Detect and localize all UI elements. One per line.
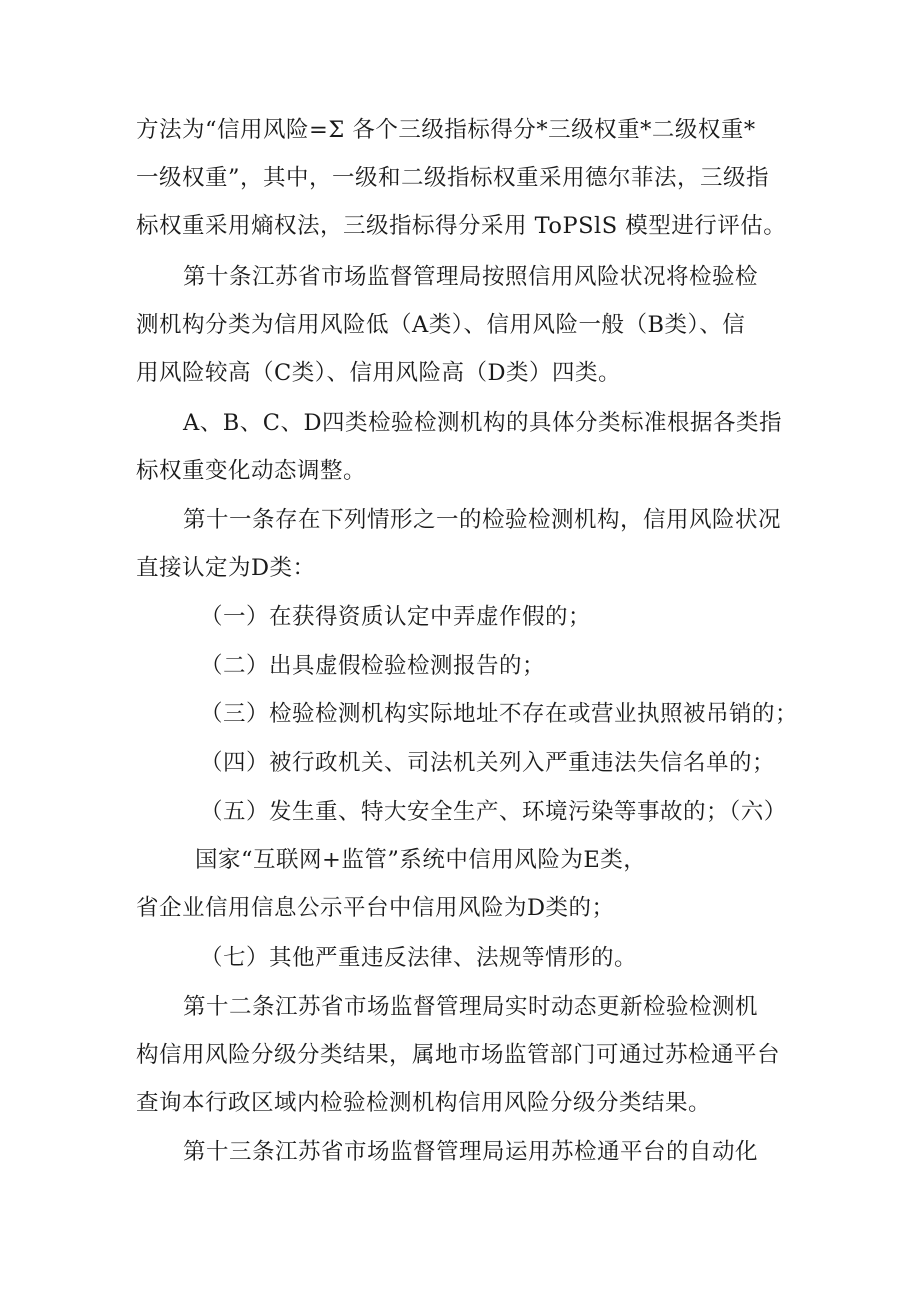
list-item-6: 国家“互联网+监管”系统中信用风险为E类，	[195, 847, 647, 873]
list-item-1: （一）在获得资质认定中弄虚作假的；	[200, 604, 592, 630]
text-line: 方法为“信用风险=Σ 各个三级指标得分*三级权重*二级权重*	[136, 117, 756, 143]
text-line: 直接认定为D类：	[136, 555, 316, 581]
article-11-first-line: 第十一条存在下列情形之一的检验检测机构，信用风险状况	[183, 507, 782, 533]
list-item-7: （七）其他严重违反法律、法规等情形的。	[200, 945, 638, 971]
list-item-4: （四）被行政机关、司法机关列入严重违法失信名单的；	[200, 750, 776, 776]
article-12-first-line: 第十二条江苏省市场监督管理局实时动态更新检验检测机	[183, 994, 759, 1020]
text-line: 标权重采用熵权法，三级指标得分采用 ToPSlS 模型进行评估。	[136, 213, 787, 239]
text-line: 查询本行政区域内检验检测机构信用风险分级分类结果。	[136, 1090, 712, 1116]
paragraph-first-line: A、B、C、D四类检验检测机构的具体分类标准根据各类指	[183, 410, 783, 436]
article-13-first-line: 第十三条江苏省市场监督管理局运用苏检通平台的自动化	[183, 1139, 759, 1165]
text-line: 一级权重”，其中，一级和二级指标权重采用德尔菲法，三级指	[136, 165, 770, 191]
text-line: 测机构分类为信用风险低（A类）、信用风险一般（B类）、信	[136, 312, 746, 338]
article-10-first-line: 第十条江苏省市场监督管理局按照信用风险状况将检验检	[183, 264, 759, 290]
text-line: 标权重变化动态调整。	[136, 458, 367, 484]
text-line: 省企业信用信息公示平台中信用风险为D类的；	[136, 895, 615, 921]
list-item-3: （三）检验检测机构实际地址不存在或营业执照被吊销的；	[200, 701, 799, 727]
text-line: 用风险较高（C类）、信用风险高（D类）四类。	[136, 360, 622, 386]
text-line: 构信用风险分级分类结果，属地市场监管部门可通过苏检通平台	[136, 1042, 781, 1068]
list-item-5: （五）发生重、特大安全生产、环境污染等事故的；（六）	[200, 799, 787, 825]
list-item-2: （二）出具虚假检验检测报告的；	[200, 653, 546, 679]
